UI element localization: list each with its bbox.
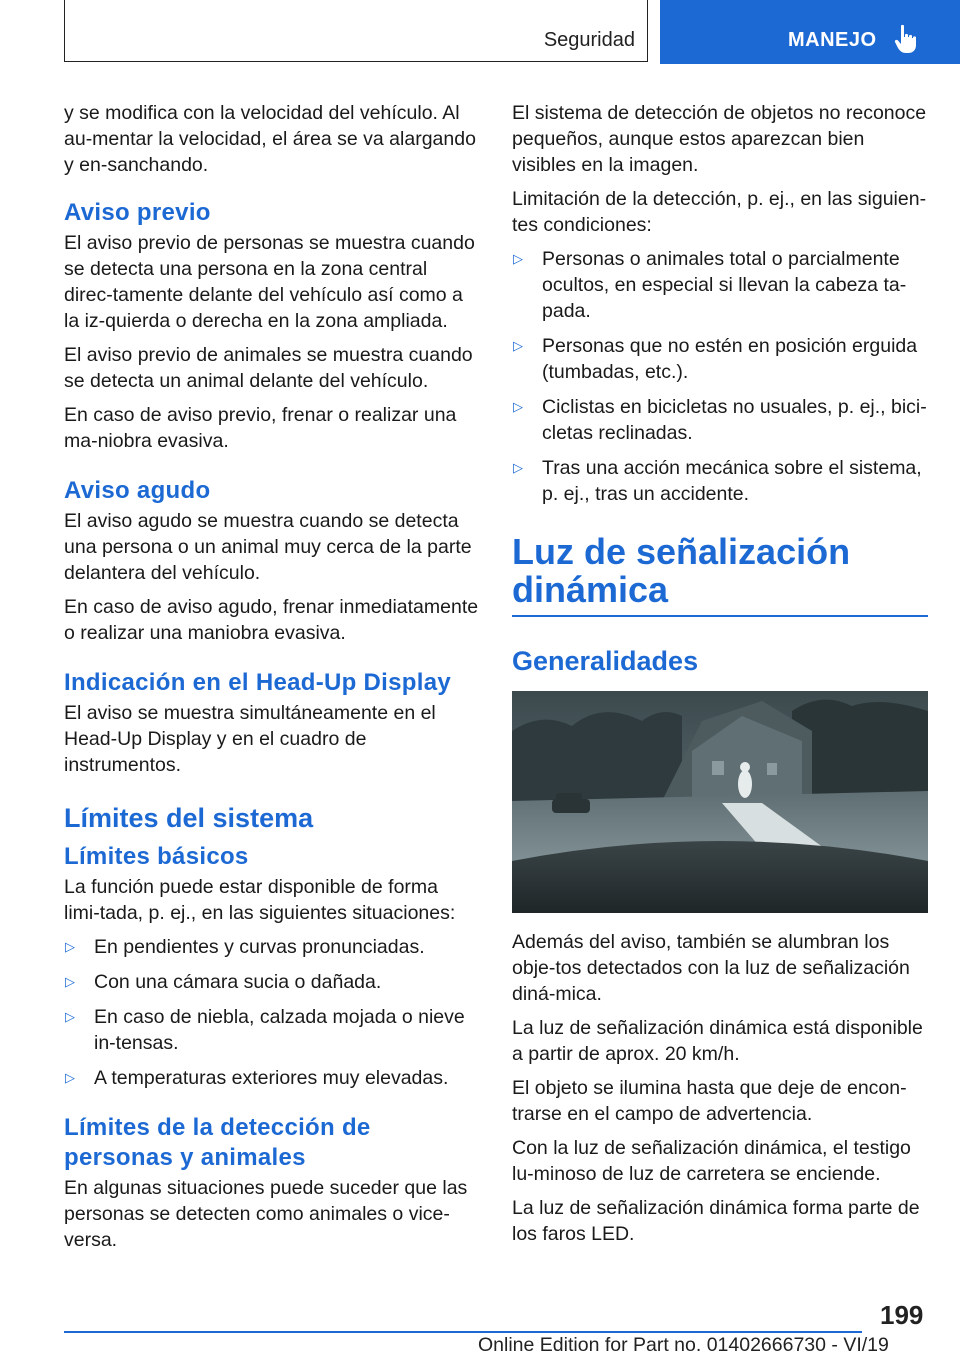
paragraph: El aviso agudo se muestra cuando se detecta una persona o un animal muy cerca de la parte delantera del vehículo. [64,510,472,584]
paragraph: El objeto se ilumina hasta que deje de encon‐trarse en el campo de advertencia. [512,1077,907,1125]
paragraph: Además del aviso, también se alumbran los obje‐tos detectados con la luz de señalización diná‐mica. [512,931,910,1005]
heading-limites-sistema: Límites del sistema [64,803,314,833]
paragraph: El aviso se muestra simultáneamente en el Head-Up Display y en el cuadro de instrumentos. [64,702,436,776]
triangle-right-icon: ▷ [513,460,523,475]
paragraph: En caso de aviso previo, frenar o realizar una ma‐niobra evasiva. [64,404,457,452]
page-number: 199 [880,1300,924,1330]
paragraph: La luz de señalización dinámica forma parte de los faros LED. [512,1197,920,1245]
footer-divider [64,1331,862,1333]
list-item: ▷ A temperaturas exteriores muy elevadas. [65,1067,449,1089]
paragraph: El aviso previo de personas se muestra cuando se detecta una persona en la zona central direc‐tamente delante del vehículo así como a la iz‐quierda o derecha en la zona ampliada. [64,232,475,332]
triangle-right-icon: ▷ [513,338,523,353]
page-header [0,0,960,66]
night-road-illustration [512,691,928,913]
left-column [64,100,479,1261]
heading-aviso-agudo: Aviso agudo [64,477,211,504]
list-item: ▷ Con una cámara sucia o dañada. [65,971,382,993]
footer-edition: Online Edition for Part no. 01402666730 - VI/19 [478,1334,889,1356]
chapter-title: MANEJO [788,29,877,51]
list-item: ▷ Personas que no estén en posición erguida (tumbadas, etc.). [513,335,918,383]
heading-generalidades: Generalidades [512,646,699,676]
heading-luz-senalizacion: Luz de señalización dinámica [512,533,928,617]
section-tab [64,0,648,62]
hand-pointing-icon [894,24,920,54]
list-item: ▷ Tras una acción mecánica sobre el sistema, p. ej., tras un accidente. [513,457,922,505]
heading-limites-deteccion: Límites de la detección de personas y animales [64,1114,371,1171]
triangle-right-icon: ▷ [65,974,75,989]
limits-list [64,934,479,1091]
triangle-right-icon: ▷ [513,399,523,414]
triangle-right-icon: ▷ [65,1009,75,1024]
heading-limites-basicos: Límites básicos [64,843,249,870]
triangle-right-icon: ▷ [65,939,75,954]
paragraph: El sistema de detección de objetos no reconoce pequeños, aunque estos aparezcan bien visibles en la imagen. [512,102,927,176]
chapter-tab [660,0,960,64]
paragraph: La función puede estar disponible de forma limi‐tada, p. ej., en las siguientes situaciones: [64,876,456,924]
paragraph: El aviso previo de animales se muestra cuando se detecta un animal delante del vehículo. [64,344,473,392]
paragraph: Con la luz de señalización dinámica, el testigo lu‐minoso de luz de carretera se enciende. [512,1137,911,1185]
intro-paragraph: y se modifica con la velocidad del vehículo. Al au‐mentar la velocidad, el área se va alargando y en‐sanchando. [64,102,476,176]
section-title: Seguridad [543,29,635,51]
heading-head-up-display: Indicación en el Head-Up Display [64,669,452,696]
list-item: ▷ Personas o animales total o parcialmente ocultos, en especial si llevan la cabeza ta‐pada. [513,248,907,322]
paragraph: Limitación de la detección, p. ej., en las siguien‐tes condiciones: [512,188,927,236]
paragraph: La luz de señalización dinámica está disponible a partir de aprox. 20 km/h. [512,1017,923,1065]
triangle-right-icon: ▷ [513,251,523,266]
paragraph: En algunas situaciones puede suceder que las personas se detecten como animales o vice‐versa. [64,1177,468,1251]
heading-aviso-previo: Aviso previo [64,199,211,226]
list-item: ▷ Ciclistas en bicicletas no usuales, p. ej., bici‐cletas reclinadas. [513,396,927,444]
detection-limits-list [512,246,928,507]
list-item: ▷ En pendientes y curvas pronunciadas. [65,936,425,958]
list-item: ▷ En caso de niebla, calzada mojada o nieve in‐tensas. [65,1006,465,1054]
right-column [512,100,928,1255]
paragraph: En caso de aviso agudo, frenar inmediatamente o realizar una maniobra evasiva. [64,596,479,644]
triangle-right-icon: ▷ [65,1070,75,1085]
